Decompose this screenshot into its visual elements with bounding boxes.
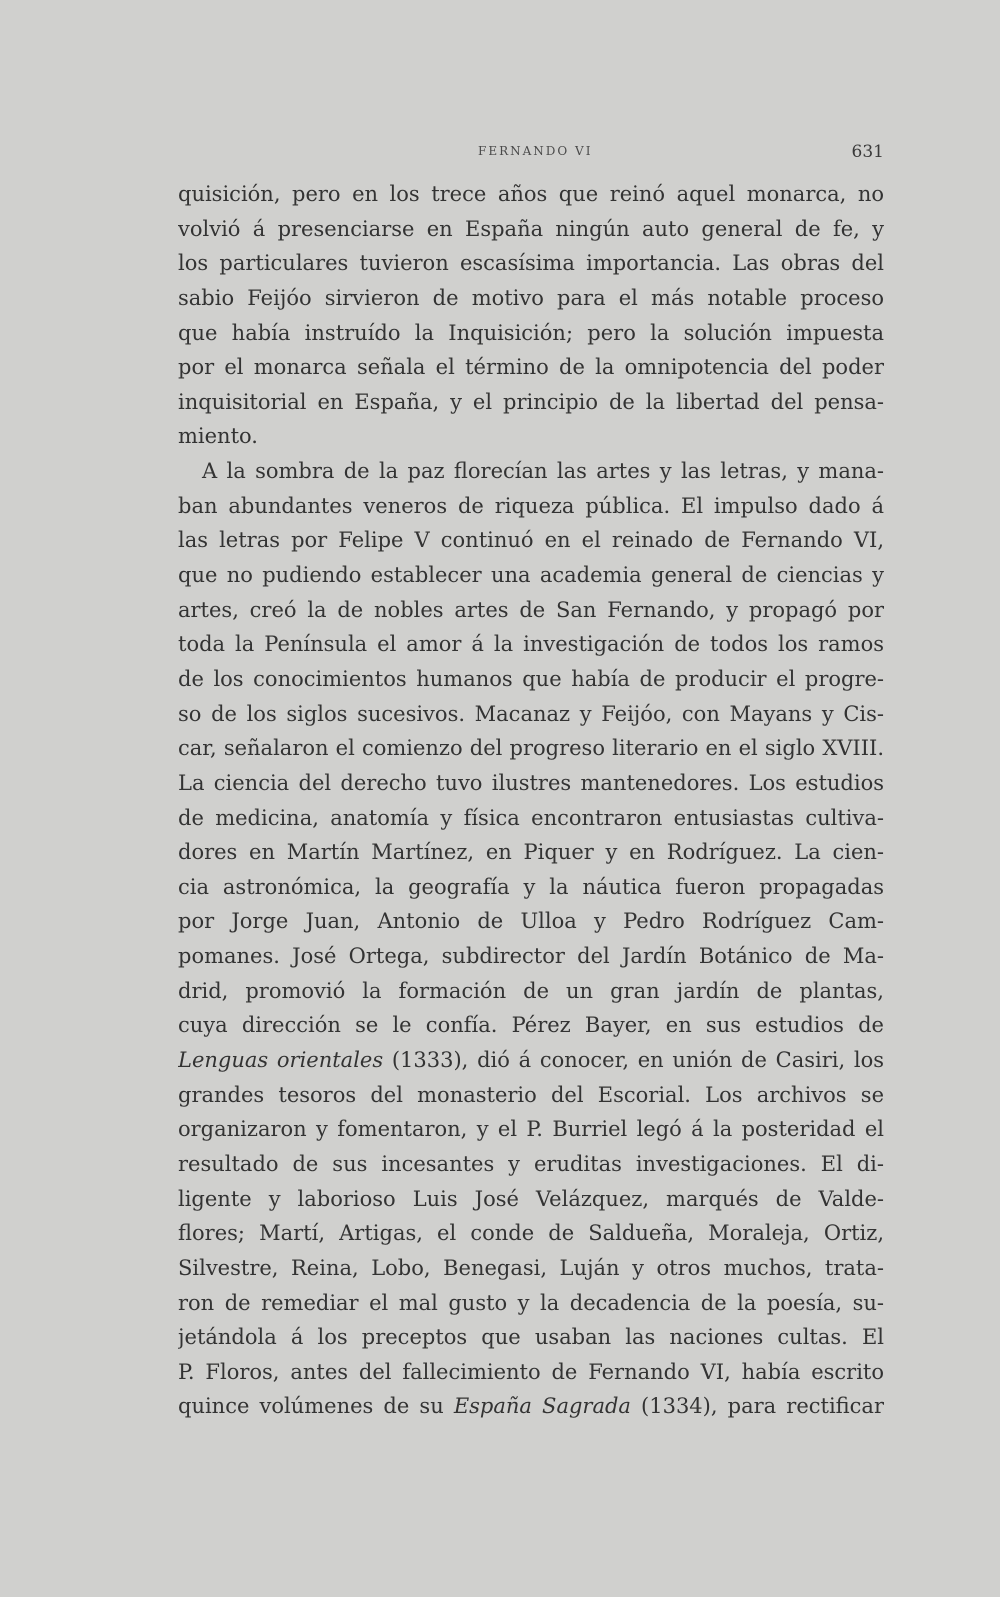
text-line: jetándola á los preceptos que usaban las naciones cultas. El — [178, 1325, 884, 1350]
line-rest: (1333), dió á conocer, en unión de Casiri, los — [383, 1048, 884, 1073]
text-line: ban abundantes veneros de riqueza pública. El impulso dado á — [178, 493, 884, 518]
text-line: toda la Península el amor á la investigación de todos los ramos — [178, 632, 884, 657]
text-line: ligente y laborioso Luis José Velázquez, marqués de Valde- — [178, 1186, 884, 1211]
text-line: por el monarca señala el término de la omnipotencia del poder — [178, 355, 884, 380]
text-line: A la sombra de la paz florecían las artes y las letras, y mana- — [202, 459, 884, 484]
line-start: quince volúmenes de su — [178, 1394, 454, 1419]
text-line: cuya dirección se le confía. Pérez Bayer, en sus estudios de — [178, 1013, 884, 1038]
text-line: Silvestre, Reina, Lobo, Benegasi, Luján y otros muchos, trata- — [178, 1255, 884, 1280]
text-line: drid, promovió la formación de un gran jardín de plantas, — [178, 978, 884, 1003]
text-line: artes, creó la de nobles artes de San Fernando, y propagó por — [178, 597, 884, 622]
running-head: FERNANDO VI — [478, 144, 593, 158]
text-line: las letras por Felipe V continuó en el reinado de Fernando VI, — [178, 528, 884, 553]
text-line: por Jorge Juan, Antonio de Ulloa y Pedro Rodríguez Cam- — [178, 909, 884, 934]
text-line: cia astronómica, la geografía y la náutica fueron propagadas — [178, 874, 884, 899]
text-line: quisición, pero en los trece años que reinó aquel monarca, no — [178, 182, 884, 206]
text-line: miento. — [178, 424, 258, 449]
page-number: 631 — [851, 142, 884, 162]
text-line: volvió á presenciarse en España ningún auto general de fe, y — [178, 216, 884, 241]
text-line: dores en Martín Martínez, en Piquer y en Rodríguez. La cien- — [178, 840, 884, 865]
text-line: de los conocimientos humanos que había de producir el progre- — [178, 666, 884, 691]
text-line: La ciencia del derecho tuvo ilustres mantenedores. Los estudios — [178, 770, 884, 795]
text-line: flores; Martí, Artigas, el conde de Saldueña, Moraleja, Ortiz, — [178, 1221, 884, 1246]
text-line: que no pudiendo establecer una academia general de ciencias y — [178, 563, 884, 588]
page-header — [178, 134, 884, 162]
italic-title: España Sagrada — [453, 1394, 631, 1419]
line-rest: (1334), para rectificar — [630, 1394, 884, 1419]
text-line: los particulares tuvieron escasísima importancia. Las obras del — [178, 251, 884, 276]
body-text — [178, 177, 884, 1424]
text-line: ron de remediar el mal gusto y la decadencia de la poesía, su- — [178, 1290, 884, 1315]
text-line: car, señalaron el comienzo del progreso literario en el siglo XVIII. — [178, 736, 884, 761]
text-line: pomanes. José Ortega, subdirector del Jardín Botánico de Ma- — [178, 944, 884, 969]
text-line: de medicina, anatomía y física encontraron entusiastas cultiva- — [178, 805, 884, 830]
text-line: resultado de sus incesantes y eruditas investigaciones. El di- — [178, 1151, 884, 1176]
text-line: sabio Feijóo sirvieron de motivo para el más notable proceso — [178, 285, 884, 310]
text-line: que había instruído la Inquisición; pero la solución impuesta — [178, 320, 884, 345]
text-line: so de los siglos sucesivos. Macanaz y Feijóo, con Mayans y Cis- — [178, 701, 884, 726]
text-line — [178, 1043, 884, 1078]
text-line: organizaron y fomentaron, y el P. Burriel legó á la posteridad el — [178, 1117, 884, 1142]
italic-title: Lenguas orientales — [178, 1048, 384, 1073]
text-line — [178, 1389, 884, 1424]
text-line: grandes tesoros del monasterio del Escorial. Los archivos se — [178, 1082, 884, 1107]
text-line: inquisitorial en España, y el principio de la libertad del pensa- — [178, 389, 884, 414]
text-line: P. Floros, antes del fallecimiento de Fernando VI, había escrito — [178, 1359, 884, 1384]
